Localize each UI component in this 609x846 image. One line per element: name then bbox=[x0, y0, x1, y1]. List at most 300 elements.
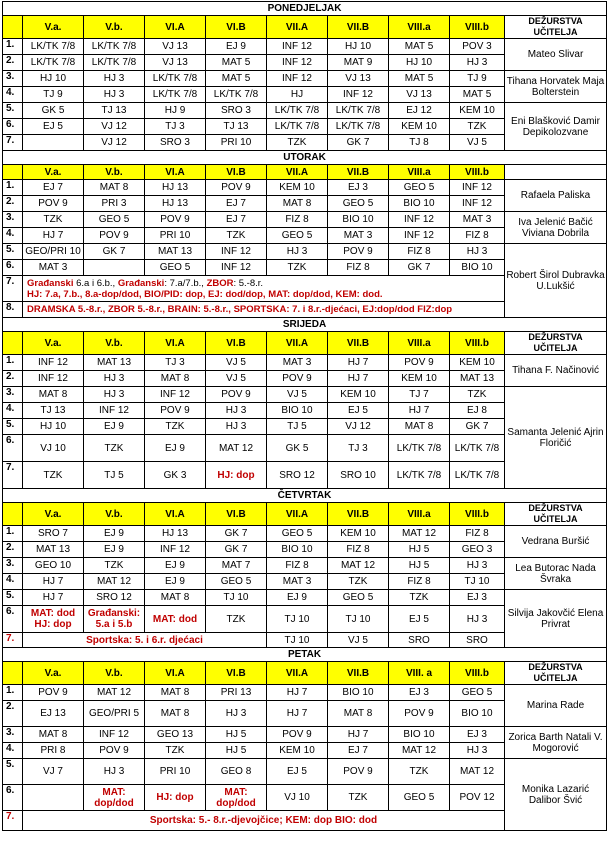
lesson-cell: MAT 7 bbox=[206, 558, 267, 574]
period-number: 1. bbox=[3, 180, 23, 196]
day-title: ČETVRTAK bbox=[3, 489, 607, 503]
lesson-cell: HJ: dop bbox=[206, 462, 267, 489]
class-header: V.a. bbox=[23, 16, 84, 39]
period-row bbox=[3, 103, 607, 119]
period-number: 4. bbox=[3, 574, 23, 590]
period-number: 5. bbox=[3, 419, 23, 435]
duty-header: DEŽURSTVA UČITELJA bbox=[505, 332, 607, 355]
lesson-cell: MAT 5 bbox=[389, 39, 450, 55]
lesson-cell: MAT 12 bbox=[206, 435, 267, 462]
lesson-cell: MAT: dod HJ: dop bbox=[23, 606, 84, 633]
lesson-cell: TJ 10 bbox=[450, 574, 505, 590]
period-number: 5. bbox=[3, 244, 23, 260]
note-text: Sportska: 5. i 6.r. djećaci bbox=[23, 633, 267, 648]
lesson-cell: HJ 13 bbox=[145, 526, 206, 542]
lesson-cell: MAT: dop/dod bbox=[206, 785, 267, 811]
lesson-cell: EJ 5 bbox=[23, 119, 84, 135]
period-number: 4. bbox=[3, 228, 23, 244]
lesson-cell: LK/TK 7/8 bbox=[450, 462, 505, 489]
lesson-cell: KEM 10 bbox=[389, 119, 450, 135]
note-fragment: ZBOR bbox=[206, 277, 234, 289]
lesson-cell: HJ 9 bbox=[145, 103, 206, 119]
lesson-cell: PRI 10 bbox=[145, 228, 206, 244]
lesson-cell: KEM 10 bbox=[328, 387, 389, 403]
lesson-cell: GK 7 bbox=[389, 260, 450, 276]
lesson-cell: EJ 3 bbox=[389, 685, 450, 701]
note-text bbox=[23, 276, 505, 302]
lesson-cell: HJ 10 bbox=[389, 55, 450, 71]
lesson-cell: HJ 5 bbox=[389, 542, 450, 558]
lesson-cell: HJ 3 bbox=[84, 371, 145, 387]
lesson-cell: EJ 13 bbox=[23, 701, 84, 727]
lesson-cell: MAT 12 bbox=[328, 558, 389, 574]
lesson-cell: TZK bbox=[84, 435, 145, 462]
class-header: V.a. bbox=[23, 165, 84, 180]
duty-teachers: Robert Širol Dubravka U.Lukšić bbox=[505, 244, 607, 318]
class-header: V.b. bbox=[84, 503, 145, 526]
class-header: VIII.b bbox=[450, 662, 505, 685]
lesson-cell: HJ 5 bbox=[206, 727, 267, 743]
note-fragment: Građanski bbox=[27, 277, 74, 289]
lesson-cell: POV 9 bbox=[84, 743, 145, 759]
period-row bbox=[3, 558, 607, 574]
lesson-cell: HJ 13 bbox=[145, 180, 206, 196]
class-header: VII.A bbox=[267, 332, 328, 355]
lesson-cell: POV 9 bbox=[328, 244, 389, 260]
lesson-cell: POV 9 bbox=[389, 701, 450, 727]
period-number: 5. bbox=[3, 759, 23, 785]
lesson-cell: MAT 8 bbox=[267, 196, 328, 212]
lesson-cell: TZK bbox=[267, 135, 328, 151]
lesson-cell: MAT 3 bbox=[267, 355, 328, 371]
lesson-cell: HJ 5 bbox=[389, 558, 450, 574]
period-number: 7. bbox=[3, 462, 23, 489]
lesson-cell: GEO 5 bbox=[267, 526, 328, 542]
schedule-table bbox=[2, 1, 607, 831]
lesson-cell: GK 7 bbox=[450, 419, 505, 435]
header-corner bbox=[3, 332, 23, 355]
period-number: 4. bbox=[3, 87, 23, 103]
lesson-cell: HJ 7 bbox=[23, 574, 84, 590]
class-header: VII.B bbox=[328, 503, 389, 526]
lesson-cell: LK/TK 7/8 bbox=[328, 103, 389, 119]
lesson-cell: MAT 3 bbox=[23, 260, 84, 276]
lesson-cell: TZK bbox=[84, 558, 145, 574]
day-title: UTORAK bbox=[3, 151, 607, 165]
lesson-cell: HJ 3 bbox=[84, 759, 145, 785]
lesson-cell bbox=[23, 135, 84, 151]
period-row bbox=[3, 71, 607, 87]
lesson-cell: HJ 7 bbox=[267, 701, 328, 727]
class-header: VI.A bbox=[145, 16, 206, 39]
lesson-cell: LK/TK 7/8 bbox=[389, 435, 450, 462]
lesson-cell: MAT 12 bbox=[389, 743, 450, 759]
lesson-cell: POV 9 bbox=[145, 403, 206, 419]
duty-teachers: Samanta Jelenić Ajrin Floričić bbox=[505, 387, 607, 489]
lesson-cell: POV 3 bbox=[450, 39, 505, 55]
lesson-cell: EJ 8 bbox=[450, 403, 505, 419]
period-number: 4. bbox=[3, 743, 23, 759]
lesson-cell: LK/TK 7/8 bbox=[328, 119, 389, 135]
lesson-cell: LK/TK 7/8 bbox=[145, 87, 206, 103]
lesson-cell: TZK bbox=[389, 759, 450, 785]
lesson-cell: EJ 7 bbox=[206, 212, 267, 228]
lesson-cell: LK/TK 7/8 bbox=[206, 87, 267, 103]
lesson-cell: MAT 13 bbox=[23, 542, 84, 558]
lesson-cell: VJ 5 bbox=[328, 633, 389, 648]
class-header: VI.A bbox=[145, 165, 206, 180]
class-header: V.b. bbox=[84, 165, 145, 180]
note-text: Sportska: 5.- 8.r.-djevojčice; KEM: dop BIO: dod bbox=[23, 811, 505, 831]
period-row bbox=[3, 727, 607, 743]
lesson-cell: VJ 5 bbox=[206, 355, 267, 371]
period-number: 1. bbox=[3, 685, 23, 701]
lesson-cell: FIZ 8 bbox=[267, 558, 328, 574]
lesson-cell: HJ 7 bbox=[328, 371, 389, 387]
lesson-cell: BIO 10 bbox=[389, 727, 450, 743]
lesson-cell: TJ 3 bbox=[145, 119, 206, 135]
lesson-cell: HJ 3 bbox=[450, 558, 505, 574]
lesson-cell: TJ 10 bbox=[328, 606, 389, 633]
period-row bbox=[3, 355, 607, 371]
lesson-cell: HJ 3 bbox=[206, 419, 267, 435]
period-row bbox=[3, 212, 607, 228]
lesson-cell: INF 12 bbox=[145, 542, 206, 558]
lesson-cell: INF 12 bbox=[267, 39, 328, 55]
period-row bbox=[3, 759, 607, 785]
lesson-cell: TZK bbox=[145, 743, 206, 759]
class-header: VIII.a bbox=[389, 165, 450, 180]
day-title-row bbox=[3, 648, 607, 662]
lesson-cell: VJ 5 bbox=[450, 135, 505, 151]
period-number: 1. bbox=[3, 39, 23, 55]
lesson-cell: GEO 5 bbox=[389, 180, 450, 196]
lesson-cell: GEO 5 bbox=[145, 260, 206, 276]
lesson-cell: MAT 13 bbox=[450, 371, 505, 387]
lesson-cell: FIZ 8 bbox=[389, 574, 450, 590]
lesson-cell: HJ bbox=[267, 87, 328, 103]
lesson-cell: TJ 13 bbox=[206, 119, 267, 135]
lesson-cell: MAT 8 bbox=[23, 727, 84, 743]
lesson-cell: EJ 9 bbox=[206, 39, 267, 55]
duty-teachers: Mateo Slivar bbox=[505, 39, 607, 71]
class-header: V.b. bbox=[84, 16, 145, 39]
lesson-cell: TZK bbox=[328, 785, 389, 811]
lesson-cell: HJ 7 bbox=[267, 685, 328, 701]
lesson-cell: INF 12 bbox=[389, 228, 450, 244]
period-number: 2. bbox=[3, 542, 23, 558]
lesson-cell: VJ 5 bbox=[206, 371, 267, 387]
lesson-cell: HJ 3 bbox=[450, 606, 505, 633]
lesson-cell: VJ 10 bbox=[267, 785, 328, 811]
class-header: VIII.a bbox=[389, 332, 450, 355]
lesson-cell: PRI 10 bbox=[206, 135, 267, 151]
lesson-cell: BIO 10 bbox=[450, 701, 505, 727]
day-title-row bbox=[3, 2, 607, 16]
lesson-cell: SRO 3 bbox=[145, 135, 206, 151]
lesson-cell: BIO 10 bbox=[450, 260, 505, 276]
lesson-cell: VJ 12 bbox=[328, 419, 389, 435]
duty-header bbox=[505, 165, 607, 180]
duty-teachers: Iva Jelenić Bačić Viviana Dobrila bbox=[505, 212, 607, 244]
note-fragment: : 7.a/7.b., bbox=[164, 277, 207, 289]
lesson-cell: MAT 5 bbox=[389, 71, 450, 87]
lesson-cell: GK 7 bbox=[328, 135, 389, 151]
lesson-cell: HJ 3 bbox=[206, 701, 267, 727]
lesson-cell: SRO bbox=[389, 633, 450, 648]
period-row bbox=[3, 526, 607, 542]
header-corner bbox=[3, 165, 23, 180]
lesson-cell: EJ 5 bbox=[267, 759, 328, 785]
lesson-cell: VJ 13 bbox=[145, 55, 206, 71]
lesson-cell: LK/TK 7/8 bbox=[145, 71, 206, 87]
lesson-cell: TZK bbox=[450, 387, 505, 403]
lesson-cell: LK/TK 7/8 bbox=[267, 103, 328, 119]
lesson-cell: POV 12 bbox=[450, 785, 505, 811]
lesson-cell: GK 5 bbox=[23, 103, 84, 119]
class-header: V.b. bbox=[84, 662, 145, 685]
period-row bbox=[3, 39, 607, 55]
lesson-cell: BIO 10 bbox=[267, 403, 328, 419]
class-header: V.a. bbox=[23, 332, 84, 355]
day-title-row bbox=[3, 151, 607, 165]
lesson-cell: MAT 8 bbox=[328, 701, 389, 727]
class-header: VII.A bbox=[267, 503, 328, 526]
lesson-cell: EJ 9 bbox=[145, 558, 206, 574]
lesson-cell: EJ 7 bbox=[328, 743, 389, 759]
lesson-cell: MAT 5 bbox=[206, 71, 267, 87]
lesson-cell: INF 12 bbox=[267, 55, 328, 71]
lesson-cell: POV 9 bbox=[23, 685, 84, 701]
lesson-cell: MAT 8 bbox=[389, 419, 450, 435]
lesson-cell: TJ 3 bbox=[328, 435, 389, 462]
lesson-cell: EJ 12 bbox=[389, 103, 450, 119]
lesson-cell: LK/TK 7/8 bbox=[84, 55, 145, 71]
lesson-cell: HJ 3 bbox=[84, 87, 145, 103]
day-title: PONEDJELJAK bbox=[3, 2, 607, 16]
lesson-cell: TZK bbox=[23, 462, 84, 489]
lesson-cell: GEO 5 bbox=[267, 228, 328, 244]
class-header: VII.A bbox=[267, 165, 328, 180]
lesson-cell: BIO 10 bbox=[328, 212, 389, 228]
period-number: 7. bbox=[3, 811, 23, 831]
lesson-cell bbox=[84, 260, 145, 276]
lesson-cell: TZK bbox=[23, 212, 84, 228]
lesson-cell: EJ 9 bbox=[145, 574, 206, 590]
lesson-cell: HJ 10 bbox=[23, 419, 84, 435]
lesson-cell: GEO 5 bbox=[206, 574, 267, 590]
lesson-cell: EJ 9 bbox=[145, 435, 206, 462]
lesson-cell: MAT: dop/dod bbox=[84, 785, 145, 811]
lesson-cell: VJ 13 bbox=[389, 87, 450, 103]
lesson-cell: EJ 3 bbox=[450, 590, 505, 606]
class-header: VI.A bbox=[145, 662, 206, 685]
lesson-cell: VJ 5 bbox=[267, 387, 328, 403]
duty-header: DEŽURSTVA UČITELJA bbox=[505, 16, 607, 39]
header-corner bbox=[3, 16, 23, 39]
lesson-cell: HJ 3 bbox=[206, 403, 267, 419]
lesson-cell: INF 12 bbox=[23, 355, 84, 371]
day-title: SRIJEDA bbox=[3, 318, 607, 332]
lesson-cell: INF 12 bbox=[206, 244, 267, 260]
lesson-cell: GEO 13 bbox=[145, 727, 206, 743]
lesson-cell: SRO 12 bbox=[267, 462, 328, 489]
lesson-cell: GEO 10 bbox=[23, 558, 84, 574]
lesson-cell: INF 12 bbox=[328, 87, 389, 103]
lesson-cell: VJ 13 bbox=[145, 39, 206, 55]
period-number: 7. bbox=[3, 633, 23, 648]
lesson-cell: MAT 3 bbox=[267, 574, 328, 590]
lesson-cell: TZK bbox=[206, 228, 267, 244]
day-title: PETAK bbox=[3, 648, 607, 662]
lesson-cell: INF 12 bbox=[84, 403, 145, 419]
lesson-cell: GK 7 bbox=[84, 244, 145, 260]
lesson-cell: BIO 10 bbox=[328, 685, 389, 701]
lesson-cell: TJ 10 bbox=[267, 606, 328, 633]
lesson-cell: LK/TK 7/8 bbox=[267, 119, 328, 135]
lesson-cell: GEO 5 bbox=[84, 212, 145, 228]
lesson-cell: HJ 3 bbox=[450, 743, 505, 759]
lesson-cell: TJ 7 bbox=[389, 387, 450, 403]
lesson-cell: TJ 10 bbox=[206, 590, 267, 606]
lesson-cell: HJ 10 bbox=[23, 71, 84, 87]
lesson-cell: MAT 12 bbox=[84, 574, 145, 590]
lesson-cell: POV 9 bbox=[389, 355, 450, 371]
lesson-cell: VJ 10 bbox=[23, 435, 84, 462]
lesson-cell: HJ 3 bbox=[450, 244, 505, 260]
lesson-cell: MAT 8 bbox=[84, 180, 145, 196]
lesson-cell: GEO 8 bbox=[206, 759, 267, 785]
lesson-cell: MAT 5 bbox=[206, 55, 267, 71]
duty-header: DEŽURSTVA UČITELJA bbox=[505, 503, 607, 526]
duty-teachers: Zorica Barth Natali V. Mogorović bbox=[505, 727, 607, 759]
lesson-cell: MAT 8 bbox=[23, 387, 84, 403]
class-header-row bbox=[3, 332, 607, 355]
lesson-cell: INF 12 bbox=[84, 727, 145, 743]
lesson-cell: EJ 5 bbox=[328, 403, 389, 419]
class-header: V.a. bbox=[23, 662, 84, 685]
lesson-cell: POV 9 bbox=[84, 228, 145, 244]
period-number: 1. bbox=[3, 355, 23, 371]
lesson-cell: FIZ 8 bbox=[450, 228, 505, 244]
lesson-cell: POV 9 bbox=[267, 371, 328, 387]
header-corner bbox=[3, 662, 23, 685]
duty-teachers: Vedrana Buršić bbox=[505, 526, 607, 558]
lesson-cell: SRO 3 bbox=[206, 103, 267, 119]
lesson-cell: EJ 9 bbox=[84, 526, 145, 542]
class-header: VI.B bbox=[206, 16, 267, 39]
lesson-cell: GK 3 bbox=[145, 462, 206, 489]
period-number: 6. bbox=[3, 119, 23, 135]
lesson-cell: EJ 9 bbox=[84, 419, 145, 435]
lesson-cell: KEM 10 bbox=[389, 371, 450, 387]
lesson-cell: PRI 8 bbox=[23, 743, 84, 759]
lesson-cell: INF 12 bbox=[450, 196, 505, 212]
period-row bbox=[3, 590, 607, 606]
lesson-cell: MAT 8 bbox=[145, 701, 206, 727]
lesson-cell: MAT 8 bbox=[145, 685, 206, 701]
lesson-cell: HJ 13 bbox=[145, 196, 206, 212]
period-number: 3. bbox=[3, 727, 23, 743]
lesson-cell: VJ 12 bbox=[84, 135, 145, 151]
class-header: VIII.b bbox=[450, 165, 505, 180]
lesson-cell: BIO 10 bbox=[267, 542, 328, 558]
lesson-cell: HJ 7 bbox=[389, 403, 450, 419]
class-header: VIII.a bbox=[389, 16, 450, 39]
lesson-cell: FIZ 8 bbox=[450, 526, 505, 542]
lesson-cell: HJ 3 bbox=[267, 244, 328, 260]
lesson-cell: TJ 13 bbox=[84, 103, 145, 119]
duty-teachers: Rafaela Paliska bbox=[505, 180, 607, 212]
period-number: 4. bbox=[3, 403, 23, 419]
period-number: 6. bbox=[3, 260, 23, 276]
lesson-cell: TJ 9 bbox=[23, 87, 84, 103]
lesson-cell: GEO 5 bbox=[328, 196, 389, 212]
lesson-cell: HJ 3 bbox=[84, 71, 145, 87]
note-text: DRAMSKA 5.-8.r., ZBOR 5.-8.r., BRAIN: 5.-8.r., SPORTSKA: 7. i 8.r.-djećaci, EJ:dop/dod FIZ:dop bbox=[23, 302, 505, 318]
lesson-cell: TJ 3 bbox=[145, 355, 206, 371]
lesson-cell: MAT 12 bbox=[84, 685, 145, 701]
lesson-cell: POV 9 bbox=[206, 387, 267, 403]
class-header: VI.B bbox=[206, 332, 267, 355]
lesson-cell: KEM 10 bbox=[267, 180, 328, 196]
lesson-cell: MAT 9 bbox=[328, 55, 389, 71]
period-number: 6. bbox=[3, 606, 23, 633]
lesson-cell: LK/TK 7/8 bbox=[23, 55, 84, 71]
period-number: 6. bbox=[3, 435, 23, 462]
period-number: 2. bbox=[3, 55, 23, 71]
lesson-cell: EJ 7 bbox=[23, 180, 84, 196]
lesson-cell: TJ 5 bbox=[267, 419, 328, 435]
period-number: 5. bbox=[3, 103, 23, 119]
duty-teachers: Tihana Horvatek Maja Bolterstein bbox=[505, 71, 607, 103]
period-number: 7. bbox=[3, 276, 23, 302]
lesson-cell: POV 9 bbox=[206, 180, 267, 196]
lesson-cell: TZK bbox=[389, 590, 450, 606]
class-header: VIII.b bbox=[450, 16, 505, 39]
lesson-cell: INF 12 bbox=[450, 180, 505, 196]
lesson-cell: VJ 12 bbox=[84, 119, 145, 135]
lesson-cell: POV 9 bbox=[328, 759, 389, 785]
lesson-cell: GEO 5 bbox=[328, 590, 389, 606]
lesson-cell: HJ: dop bbox=[145, 785, 206, 811]
class-header: V.a. bbox=[23, 503, 84, 526]
lesson-cell: TZK bbox=[328, 574, 389, 590]
lesson-cell: POV 9 bbox=[267, 727, 328, 743]
class-header-row bbox=[3, 165, 607, 180]
lesson-cell: MAT 3 bbox=[328, 228, 389, 244]
lesson-cell: MAT 5 bbox=[450, 87, 505, 103]
lesson-cell: KEM 10 bbox=[450, 355, 505, 371]
lesson-cell: FIZ 8 bbox=[328, 260, 389, 276]
note-line: HJ: 7.a, 7.b., 8.a-dop/dod, BIO/PID: dop, EJ: dod/dop, MAT: dop/dod, KEM: dod. bbox=[27, 288, 383, 300]
duty-teachers: Eni Blašković Damir Depikolozvane bbox=[505, 103, 607, 151]
period-number: 6. bbox=[3, 785, 23, 811]
period-number: 7. bbox=[3, 135, 23, 151]
lesson-cell: KEM 10 bbox=[328, 526, 389, 542]
lesson-cell: GEO 3 bbox=[450, 542, 505, 558]
lesson-cell: POV 9 bbox=[145, 212, 206, 228]
lesson-cell: FIZ 8 bbox=[267, 212, 328, 228]
lesson-cell: GEO/PRI 5 bbox=[84, 701, 145, 727]
note-fragment: Građanski bbox=[117, 277, 165, 289]
class-header: VIII.b bbox=[450, 332, 505, 355]
lesson-cell: PRI 3 bbox=[84, 196, 145, 212]
lesson-cell: FIZ 8 bbox=[389, 244, 450, 260]
lesson-cell: VJ 7 bbox=[23, 759, 84, 785]
day-title-row bbox=[3, 489, 607, 503]
lesson-cell: Građanski: 5.a i 5.b bbox=[84, 606, 145, 633]
